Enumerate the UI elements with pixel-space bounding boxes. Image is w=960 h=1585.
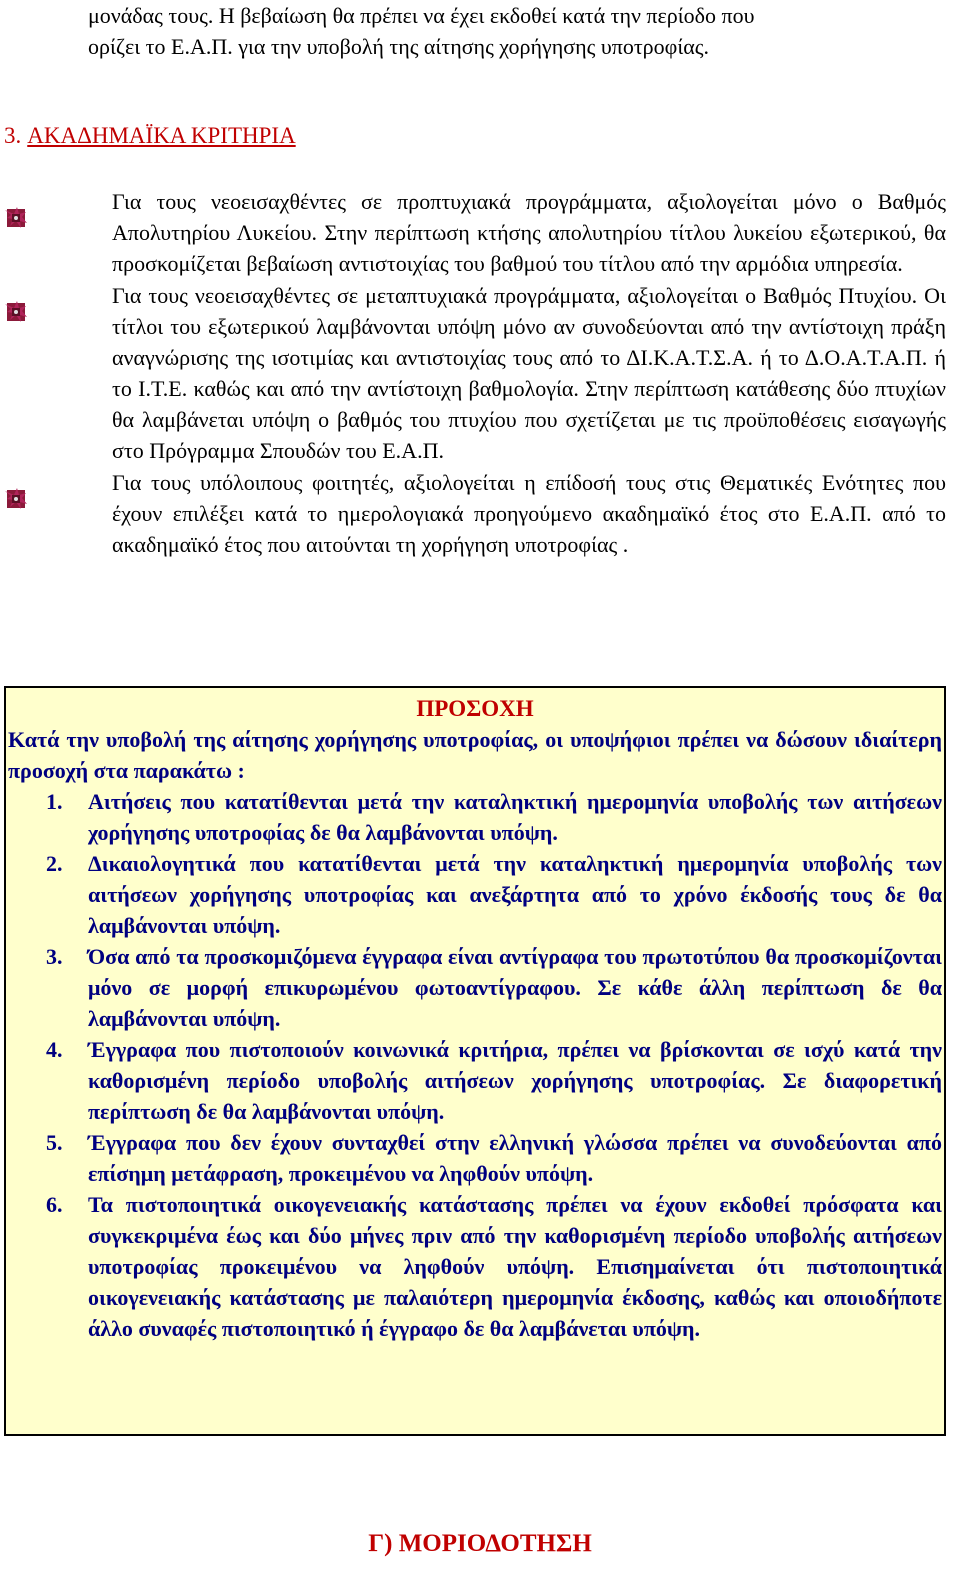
bullet-star-icon <box>4 300 28 324</box>
notice-item <box>6 1189 944 1344</box>
notice-intro: Κατά την υποβολή της αίτησης χορήγησης υποτροφίας, οι υποψήφιοι πρέπει να δώσουν ιδιαίτερη προσοχή στα παρακάτω : <box>8 727 942 783</box>
section-title: ΑΚΑΔΗΜΑΪΚΑ ΚΡΙΤΗΡΙΑ <box>27 123 296 148</box>
section-number: 3. <box>4 123 22 148</box>
notice-item-text: Έγγραφα που δεν έχουν συνταχθεί στην ελληνική γλώσσα πρέπει να συνοδεύονται από επίσημη μετάφραση, προκειμένου να ληφθούν υπόψη. <box>88 1130 942 1186</box>
notice-item-text: Έγγραφα που πιστοποιούν κοινωνικά κριτήρια, πρέπει να βρίσκονται σε ισχύ κατά την καθορισμένη περίοδο υποβολής αιτήσεων χορήγησης υποτροφίας. Σε διαφορετική περίπτωση δε θα λαμβάνονται υπόψη. <box>88 1037 942 1124</box>
criteria-item <box>112 186 946 279</box>
criteria-item <box>112 467 946 560</box>
notice-item <box>6 941 944 1034</box>
criteria-item <box>112 280 946 466</box>
notice-list <box>6 786 944 1344</box>
criteria-list <box>0 186 960 560</box>
notice-item <box>6 786 944 848</box>
notice-item-text: Όσα από τα προσκομιζόμενα έγγραφα είναι αντίγραφα του πρωτοτύπου θα προσκομίζονται μόνο σε μορφή επικυρωμένου φωτοαντίγραφου. Σε κάθε άλλη περίπτωση δε θα λαμβάνονται υπόψη. <box>88 944 942 1031</box>
notice-item-text: Τα πιστοποιητικά οικογενειακής κατάστασης πρέπει να έχουν εκδοθεί πρόσφατα και συγκεκριμένα έως και δύο μήνες πριν από την καθορισμένη περίοδο υποβολής αιτήσεων υποτροφίας προκειμένου να ληφθούν υπόψη. Επισημαίνεται ότι πιστοποιητικά οικογενειακής κατάστασης με παλαιότερη ημερομηνία έκδοσης, καθώς και οποιοδήποτε άλλο συναφές πιστοποιητικό ή έγγραφο δε θα λαμβάνεται υπόψη. <box>88 1192 942 1341</box>
notice-item <box>6 1034 944 1127</box>
notice-item-text: Δικαιολογητικά που κατατίθενται μετά την καταληκτική ημερομηνία υποβολής των αιτήσεων χορήγησης υποτροφίας και ανεξάρτητα από το χρόνο έκδοσής τους δε θα λαμβάνονται υπόψη. <box>88 851 942 938</box>
notice-item-number: 2. <box>46 851 63 876</box>
notice-title: ΠΡΟΣΟΧΗ <box>416 696 534 721</box>
section-heading <box>4 123 296 149</box>
intro-line-1: μονάδας τους. Η βεβαίωση θα πρέπει να έχει εκδοθεί κατά την περίοδο που <box>88 3 755 28</box>
intro-line-2: ορίζει το Ε.Α.Π. για την υποβολή της αίτησης χορήγησης υποτροφίας. <box>88 34 710 59</box>
notice-item <box>6 848 944 941</box>
intro-paragraph <box>88 0 946 62</box>
notice-item-text: Αιτήσεις που κατατίθενται μετά την καταληκτική ημερομηνία υποβολής των αιτήσεων χορήγησης υποτροφίας δε θα λαμβάνονται υπόψη. <box>88 789 942 845</box>
notice-item <box>6 1127 944 1189</box>
criteria-text: Για τους νεοεισαχθέντες σε προπτυχιακά προγράμματα, αξιολογείται μόνο ο Βαθμός Απολυτηρίου Λυκείου. Στην περίπτωση κτήσης απολυτηρίου τίτλου λυκείου εξωτερικού, θα προσκομίζεται βεβαίωση αντιστοιχίας του βαθμού του τίτλου από την αρμόδια υπηρεσία. <box>112 189 946 276</box>
notice-item-number: 5. <box>46 1130 63 1155</box>
notice-item-number: 6. <box>46 1192 63 1217</box>
notice-box <box>4 686 946 1436</box>
bullet-star-icon <box>4 206 28 230</box>
notice-item-number: 1. <box>46 789 63 814</box>
notice-item-number: 3. <box>46 944 63 969</box>
criteria-text: Για τους νεοεισαχθέντες σε μεταπτυχιακά προγράμματα, αξιολογείται ο Βαθμός Πτυχίου. Οι τίτλοι του εξωτερικού λαμβάνονται υπόψη μόνο αν συνοδεύονται από την αντίστοιχη πράξη αναγνώρισης της ισοτιμίας και αντιστοιχίας τους από το ΔΙ.Κ.Α.Τ.Σ.Α. ή το Δ.Ο.Α.Τ.Α.Π. ή το Ι.Τ.Ε. καθώς και από την αντίστοιχη βαθμολογία. Στην περίπτωση κατάθεσης δύο πτυχίων θα λαμβάνεται υπόψη ο βαθμός του πτυχίου που σχετίζεται με τις προϋποθέσεις εισαγωγής στο Πρόγραμμα Σπουδών του Ε.Α.Π. <box>112 283 946 463</box>
notice-item-number: 4. <box>46 1037 63 1062</box>
criteria-text: Για τους υπόλοιπους φοιτητές, αξιολογείται η επίδοσή τους στις Θεματικές Ενότητες που έχουν επιλέξει κατά το ημερολογιακά προηγούμενο ακαδημαϊκό έτος στο Ε.Α.Π. από το ακαδημαϊκό έτος που αιτούνται τη χορήγηση υποτροφίας . <box>112 470 946 557</box>
footer-section-title: Γ) ΜΟΡΙΟΔΟΤΗΣΗ <box>368 1530 592 1557</box>
bullet-star-icon <box>4 487 28 511</box>
